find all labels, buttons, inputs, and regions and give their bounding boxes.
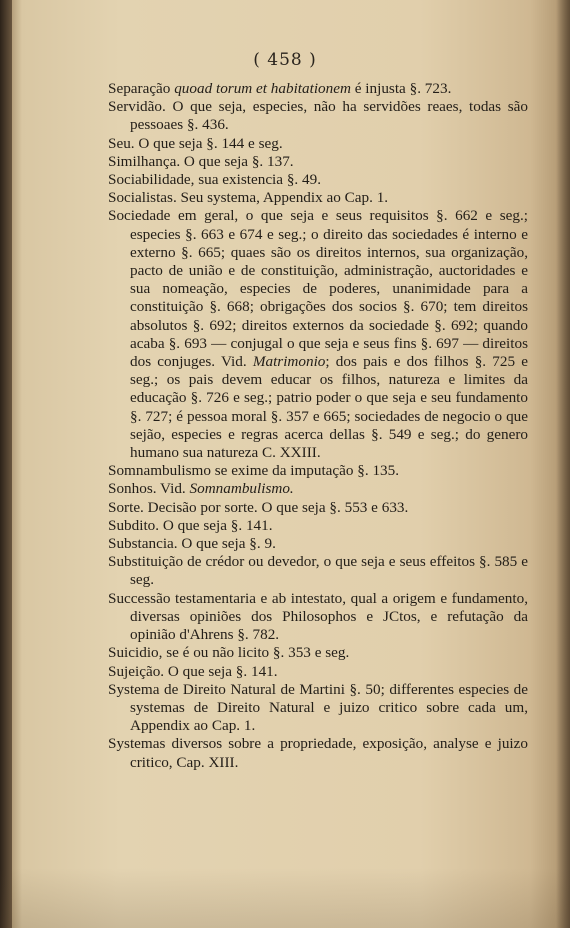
page-number: ( 458 ) [253,50,317,70]
index-entry [108,189,528,207]
index-entry-text: Suicidio, se é ou não licito §. 353 e seg. [108,644,350,662]
index-entry [108,153,528,171]
index-entry [108,553,528,589]
index-entry-text: Sociabilidade, sua existencia §. 49. [108,171,321,189]
index-entry-text: Sujeição. O que seja §. 141. [108,662,278,680]
index-entry-text: Successão testamentaria e ab intestato, qual a origem e fundamento, diversas opiniões dos Philosophos e JCtos, e refutação da opinião d'Ahrens §. 782. [108,589,528,644]
index-entry-text: Servidão. O que seja, especies, não ha servidões reaes, todas são pessoaes §. 436. [108,98,528,134]
index-entry-text: Separação [108,80,175,97]
index-entry [108,681,528,736]
index-entries [108,80,528,772]
index-entry-text: Somnambulismo se exime da imputação §. 135. [108,462,400,480]
index-entry-text: Substituição de crédor ou devedor, o que seja e seus effeitos §. 585 e seg. [108,553,528,589]
index-entry-text: Similhança. O que seja §. 137. [108,152,294,170]
index-entry-text: Systema de Direito Natural de Martini §. 50; differentes especies de systemas de Direito Natural e juizo critico sobre cada um, Appendix ao Cap. 1. [108,680,528,735]
index-entry [108,517,528,535]
index-entry-italic-text: quoad torum et habitationem [174,80,351,97]
index-entry-text: é injusta §. 723. [350,80,452,97]
index-entry [108,535,528,553]
book-spine [0,0,12,928]
page-edge-shadow [556,0,570,928]
index-entry-text: Subdito. O que seja §. 141. [108,516,273,534]
index-entry [108,590,528,645]
index-entry-text: Seu. O que seja §. 144 e seg. [108,134,283,152]
index-entry-text: Sorte. Decisão por sorte. O que seja §. 553 e 633. [108,498,409,516]
index-entry [108,644,528,662]
index-entry [108,171,528,189]
index-entry-text: Systemas diversos sobre a propriedade, exposição, analyse e juizo critico, Cap. XIII. [108,735,528,771]
index-entry [108,480,528,498]
index-entry [108,135,528,153]
index-entry [108,207,528,462]
index-entry-text: Socialistas. Seu systema, Appendix ao Cap. 1. [108,189,389,207]
index-entry [108,499,528,517]
index-entry [108,462,528,480]
index-entry-italic-text: Matrimonio [252,353,326,371]
index-entry-text: ; dos pais e dos filhos §. 725 e seg.; os pais devem educar os filhos, natureza e limites da educação §. 726 e seg.; patrio poder o que seja e seu fundamento §. 727; é pessoa moral §. 357 e 665; sociedades de negocio o que sejão, especies e regras acerca dellas §. 549 e seg.; do genero humano sua natureza C. XXIII. [130,353,528,462]
index-entry [108,735,528,771]
index-entry-text: Substancia. O que seja §. 9. [108,535,276,553]
index-entry-text: Sonhos. Vid. [108,480,190,498]
index-entry [108,98,528,134]
index-entry [108,663,528,681]
index-entry-text: Sociedade em geral, o que seja e seus requisitos §. 662 e seg.; especies §. 663 e 674 e seg.; o direito das sociedades é interno e externo §. 665; quaes são os direitos internos, sua organização, pacto de união e de constituição, administração, auctoridades e sua nomeação, especies de poderes, unanimidade para a constituição §. 668; obrigações dos socios §. 670; tem direitos absolutos §. 692; direitos externos da sociedade §. 692; quando acaba §. 693 — conjugal o que seja e seus fins §. 697 — direitos dos conjuges. Vid. [108,207,528,371]
index-entry-italic-text: Somnambulismo. [189,480,294,498]
index-entry [108,80,528,98]
